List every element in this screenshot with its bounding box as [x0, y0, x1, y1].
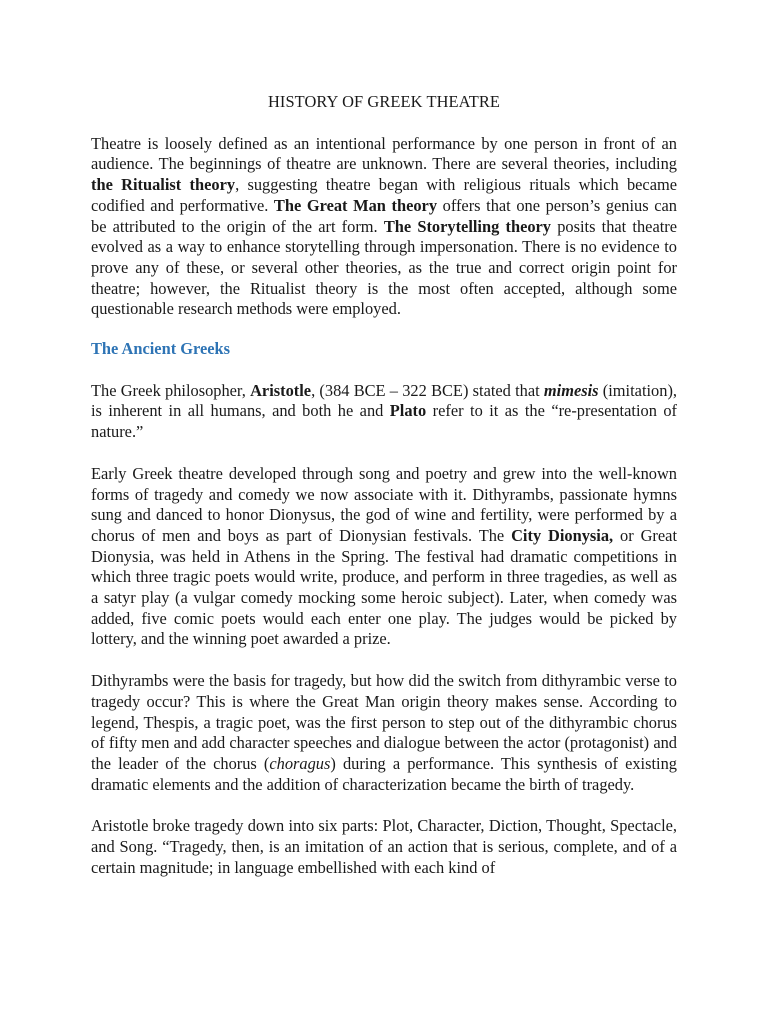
- italic-run: mimesis: [543, 380, 599, 400]
- bold-term-plato: Plato: [389, 401, 427, 421]
- text-run: Aristotle broke tragedy down into six parts: Plot, Character, Diction, Thought, Spectacle, and Song. “Tragedy, then, is an imitation of an action that is serious, complete, and of a certain magnitude; in language embellished with each kind of: [91, 816, 677, 877]
- text-run: refer to it as the “re-presentation of nature.”: [91, 401, 677, 442]
- text-run: ) during a performance. This synthesis of existing dramatic elements and the addition of characterization became the birth of tragedy.: [91, 753, 677, 794]
- bold-term-ritualist-theory: the Ritualist theory: [91, 175, 236, 195]
- text-run: offers that one person’s genius can be attributed to the origin of the art form.: [91, 195, 677, 236]
- bold-term-city-dionysia: City Dionysia,: [511, 525, 614, 545]
- italic-term-choragus: choragus: [269, 753, 331, 773]
- bold-italic-term-mimesis: [544, 381, 599, 400]
- section-heading: The Ancient Greeks: [91, 339, 231, 359]
- bold-term-storytelling-theory: The Storytelling theory: [383, 216, 552, 236]
- text-run: The Greek philosopher,: [91, 380, 251, 400]
- text-run: or Great Dionysia, was held in Athens in the Spring. The festival had dramatic competitions in which three tragic poets would write, produce, and perform in three tragedies, as well as a satyr play (a vulgar comedy mocking some heroic subject). Later, when comedy was added, five comic poets would each enter one play. The judges would be picked by lottery, and the winning poet awarded a prize.: [91, 525, 677, 649]
- text-run: , (384 BCE – 322 BCE) stated that: [311, 380, 544, 400]
- paragraph-dithyrambs-tragedy: [91, 671, 677, 795]
- paragraph-theatre-origins: [91, 134, 677, 320]
- text-run: posits that theatre evolved as a way to enhance storytelling through impersonation. There is no evidence to prove any of these, or several other theories, as the true and correct origin point for theatre; however, the Ritualist theory is the most often accepted, although some questionable research methods were employed.: [91, 216, 678, 319]
- document-page: [91, 92, 677, 900]
- text-run: Dithyrambs were the basis for tragedy, but how did the switch from dithyrambic verse to tragedy occur? This is where the Great Man origin theory makes sense. According to legend, Thespis, a tragic poet, was the first person to step out of the dithyrambic chorus of fifty men and add character speeches and dialogue between the actor (protagonist) and the leader of the chorus (: [91, 671, 677, 773]
- document-title: HISTORY OF GREEK THEATRE: [267, 92, 501, 111]
- bold-term-aristotle: Aristotle: [250, 380, 312, 400]
- text-run: , suggesting theatre began with religious rituals which became codified and performative.: [91, 175, 677, 215]
- paragraph-early-greek-theatre: [91, 464, 677, 650]
- paragraph-aristotle-mimesis: [91, 381, 677, 443]
- paragraph-aristotle-tragedy-parts: [91, 816, 677, 878]
- text-run: Theatre is loosely defined as an intentional performance by one person in front of an audience. The beginnings of theatre are unknown. There are several theories, including: [91, 133, 677, 174]
- text-run: Early Greek theatre developed through song and poetry and grew into the well-known forms of tragedy and comedy we now associate with it. Dithyrambs, passionate hymns sung and danced to honor Dionysus, the god of wine and fertility, were performed by a chorus of men and boys as part of Dionysian festivals. The: [91, 463, 677, 545]
- text-run: (imitation), is inherent in all humans, and both he and: [91, 380, 677, 421]
- bold-term-great-man-theory: The Great Man theory: [273, 195, 438, 215]
